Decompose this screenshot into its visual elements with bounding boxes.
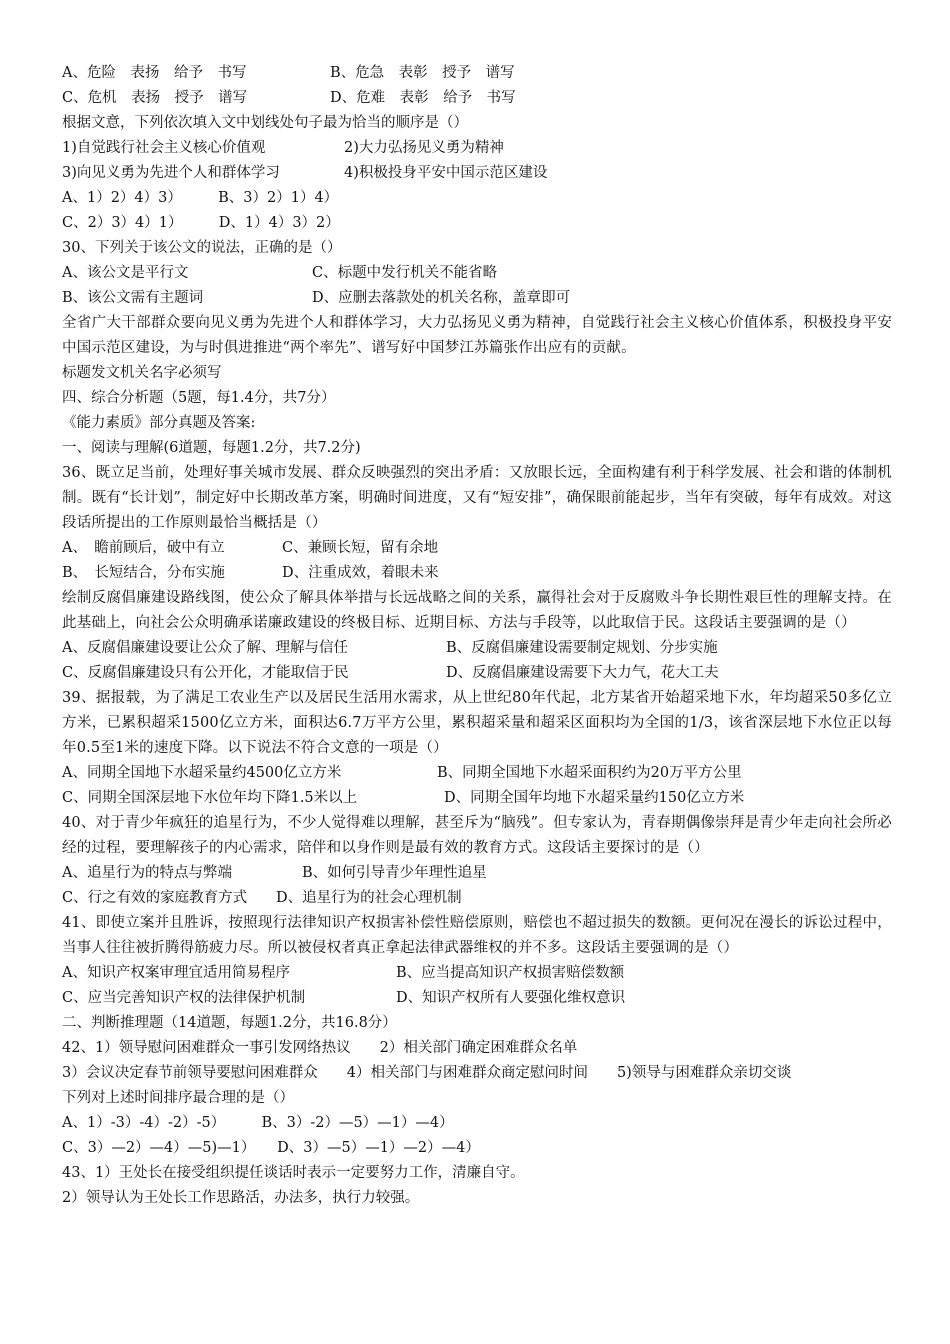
option-row [62,561,892,586]
option-left: C、应当完善知识产权的法律保护机制 [62,990,306,1006]
option-row [62,136,892,161]
option-row [62,886,892,911]
text-line: 3）会议决定春节前领导要慰问困难群众 4）相关部门与困难群众商定慰问时间 5)领导与困难群众亲切交谈 [62,1065,792,1081]
option-left: A、同期全国地下水超采量约4500亿立方米 [62,765,342,781]
option-row [62,661,892,686]
text-line: 30、下列关于该公文的说法，正确的是（） [62,240,342,256]
option-row [62,986,892,1011]
text-line: C、2）3）4）1） D、1）4）3）2） [62,215,340,231]
paragraph: 40、对于青少年疯狂的追星行为，不少人觉得难以理解，甚至斥为“脑残”。但专家认为，青春期偶像崇拜是青少年走向社会所必经的过程，要理解孩子的内心需求，陪伴和以身作则是最有效的教育方式。这段话主要探讨的是（） [62,815,892,856]
paragraph: 36、既立足当前，处理好事关城市发展、群众反映强烈的突出矛盾：又放眼长远，全面构建有利于科学发展、社会和谐的体制机制。既有“长计划”，制定好中长期改革方案，明确时间进度，又有“短安排”，确保眼前能起步，当年有突破，每年有成效。对这段话所提出的工作原则最恰当概括是（） [62,465,892,531]
option-row [62,61,892,86]
document-page [62,61,892,1211]
text-line: 2）领导认为王处长工作思路活，办法多，执行力较强。 [62,1190,420,1206]
option-right: B、应当提高知识产权损害赔偿数额 [396,965,625,981]
option-right: D、危难 表彰 给予 书写 [330,90,516,106]
option-row [62,861,892,886]
option-right: D、追星行为的社会心理机制 [276,890,462,906]
text-line: 下列对上述时间排序最合理的是（） [62,1090,294,1106]
option-right: C、标题中发行机关不能省略 [312,265,498,281]
paragraph: 39、据报载，为了满足工农业生产以及居民生活用水需求，从上世纪80年代起，北方某省开始超采地下水，年均超采50多亿立方米，已累积超采1500亿立方米，面积达6.7万平方公里，累积超采量和超采区面积均为全国的1/3，该省深层地下水位正以每年0.5至1米的速度下降。以下说法不符合文意的一项是（） [62,690,892,756]
option-right: D、知识产权所有人要强化维权意识 [396,990,626,1006]
option-row [62,161,892,186]
option-row [62,786,892,811]
option-left: A、知识产权案审理宜适用简易程序 [62,965,290,981]
option-left: B、该公文需有主题词 [62,290,204,306]
option-row [62,86,892,111]
option-right: B、危急 表彰 授予 谱写 [330,65,515,81]
option-left: C、行之有效的家庭教育方式 [62,890,248,906]
option-row [62,536,892,561]
option-left: A、反腐倡廉建设要让公众了解、理解与信任 [62,640,348,656]
option-row [62,286,892,311]
option-left: A、危险 表扬 给予 书写 [62,65,247,81]
option-right: B、同期全国地下水超采面积约为20万平方公里 [437,765,742,781]
option-row [62,961,892,986]
option-row [62,636,892,661]
option-left: A、追星行为的特点与弊端 [62,865,232,881]
paragraph: 绘制反腐倡廉建设路线图，使公众了解具体举措与长远战略之间的关系，赢得社会对于反腐败斗争长期性艰巨性的理解支持。在此基础上，向社会公众明确承诺廉政建设的终极目标、近期目标、方法与手段等，以此取信于民。这段话主要强调的是（） [62,590,892,631]
option-left: A、该公文是平行文 [62,265,189,281]
option-right: 4)积极投身平安中国示范区建设 [344,165,548,181]
option-left: C、同期全国深层地下水位年均下降1.5米以上 [62,790,358,806]
text-line: 二、判断推理题（14道题，每题1.2分，共16.8分） [62,1015,397,1031]
text-line: C、3）—2）—4）—5)—1） D、3）—5）—1）—2）—4） [62,1140,480,1156]
text-line: 43、1）王处长在接受组织提任谈话时表示一定要努力工作，清廉自守。 [62,1165,525,1181]
option-right: B、反腐倡廉建设需要制定规划、分步实施 [446,640,718,656]
text-line: 42、1）领导慰问困难群众一事引发网络热议 2）相关部门确定困难群众名单 [62,1040,578,1056]
option-left: C、危机 表扬 授予 谱写 [62,90,248,106]
option-right: B、如何引导青少年理性追星 [302,865,487,881]
option-right: D、反腐倡廉建设需要下大力气，花大工夫 [446,665,719,681]
text-line: A、1）2）4）3） B、3）2）1）4） [62,190,339,206]
option-left: 1)自觉践行社会主义核心价值观 [62,140,266,156]
option-left: C、反腐倡廉建设只有公开化，才能取信于民 [62,665,349,681]
option-row [62,761,892,786]
option-right: D、应删去落款处的机关名称，盖章即可 [312,290,571,306]
option-left: B、 长短结合，分布实施 [62,565,225,581]
paragraph: 41、即使立案并且胜诉，按照现行法律知识产权损害补偿性赔偿原则，赔偿也不超过损失的数额。更何况在漫长的诉讼过程中，当事人往往被折腾得筋疲力尽。所以被侵权者真正拿起法律武器维权的并不多。这段话主要强调的是（） [62,915,892,956]
option-left: 3)向见义勇为先进个人和群体学习 [62,165,280,181]
option-right: 2)大力弘扬见义勇为精神 [344,140,504,156]
option-right: C、兼顾长短，留有余地 [282,540,439,556]
option-row [62,261,892,286]
text-line: 一、阅读与理解(6道题，每题1.2分，共7.2分) [62,440,361,456]
text-line: 根据文意，下列依次填入文中划线处句子最为恰当的顺序是（） [62,115,468,131]
option-right: D、注重成效，着眼未来 [282,565,439,581]
text-line: A、1）-3）-4）-2）-5） B、3）-2）—5）—1）—4） [62,1115,454,1131]
text-line: 标题发文机关名字必须写 [62,365,222,381]
text-line: 《能力素质》部分真题及答案: [62,415,256,431]
text-line: 四、综合分析题（5题，每1.4分，共7分） [62,390,336,406]
option-right: D、同期全国年均地下水超采量约150亿立方米 [444,790,745,806]
option-left: A、 瞻前顾后，破中有立 [62,540,225,556]
paragraph: 全省广大干部群众要向见义勇为先进个人和群体学习，大力弘扬见义勇为精神，自觉践行社会主义核心价值体系，积极投身平安中国示范区建设，为与时俱进推进“两个率先”、谱写好中国梦江苏篇张作出应有的贡献。 [62,315,892,356]
